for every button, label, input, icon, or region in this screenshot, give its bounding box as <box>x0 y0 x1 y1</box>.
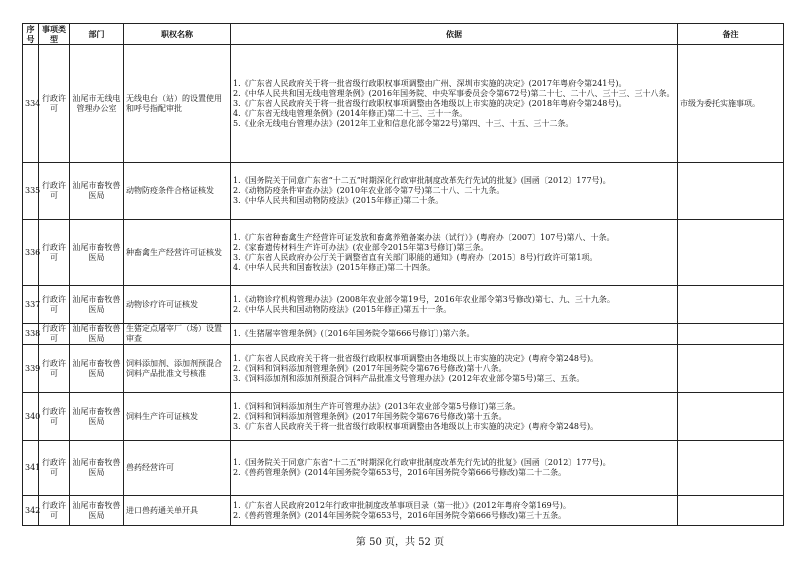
row-dept: 汕尾市畜牧兽医局 <box>70 496 124 526</box>
row-basis <box>231 496 678 526</box>
row-dept: 汕尾市畜牧兽医局 <box>70 324 124 345</box>
table-row <box>23 45 784 163</box>
basis-line: 2.《兽药管理条例》(2014年国务院令第653号，2016年国务院令第666号修改)第二十二条。 <box>233 468 567 477</box>
row-type: 行政许可 <box>39 45 70 163</box>
row-dept: 汕尾市畜牧兽医局 <box>70 286 124 324</box>
table-row <box>23 324 784 345</box>
row-name: 无线电台（站）的设置使用和呼号指配审批 <box>124 45 231 163</box>
row-dept: 汕尾市畜牧兽医局 <box>70 345 124 393</box>
basis-line: 4.《广东省无线电管理条例》(2014年修正)第二十三、三十一条。 <box>233 108 468 118</box>
row-note <box>678 441 784 496</box>
basis-line: 4.《中华人民共和国畜牧法》(2015年修正)第二十四条。 <box>233 262 436 272</box>
basis-line: 3.《饲料添加剂和添加剂预混合饲料产品批准文号管理办法》(2012年农业部令第5号)第三、五条。 <box>233 373 585 383</box>
basis-line: 2.《饲料和饲料添加剂管理条例》(2017年国务院令第676号修改)第十八条。 <box>233 363 507 373</box>
row-basis <box>231 286 678 324</box>
row-note <box>678 163 784 220</box>
header-basis: 依据 <box>231 24 678 45</box>
basis-line: 2.《饲料和饲料添加剂管理条例》(2017年国务院令第676号修改)第十五条。 <box>233 411 507 421</box>
basis-line: 3.《中华人民共和国动物防疫法》(2015年修正)第二十条。 <box>233 196 444 205</box>
header-seq: 序号 <box>23 24 39 45</box>
basis-line: 3.《广东省人民政府关于将一批省级行政职权事项调整由各地级以上市实施的决定》(2018年粤府令第248号)。 <box>233 98 627 108</box>
basis-line: 1.《广东省人民政府关于将一批省级行政职权事项调整由广州、深圳市实施的决定》(2017年粤府令第241号)。 <box>233 78 627 88</box>
basis-line: 2.《兽药管理条例》(2014年国务院令第653号，2016年国务院令第666号修改)第三十五条。 <box>233 510 567 520</box>
row-basis <box>231 345 678 393</box>
basis-line: 1.《广东省人民政府关于将一批省级行政职权事项调整由各地级以上市实施的决定》(粤府令第248号)。 <box>233 353 599 363</box>
table-row <box>23 393 784 441</box>
header-row <box>23 24 784 45</box>
basis-line: 1.《生猪屠宰管理条例》(〔2016年国务院令第666号修订〕)第六条。 <box>233 329 475 338</box>
basis-line: 2.《中华人民共和国无线电管理条例》(2016年国务院、中央军事委员会令第672号)第二十七、二十八、三十三、三十八条。 <box>233 88 675 98</box>
basis-line: 5.《业余无线电台管理办法》(2012年工业和信息化部令第22号)第四、十三、十五、三十二条。 <box>233 118 574 128</box>
row-type: 行政许可 <box>39 163 70 220</box>
row-seq: 339 <box>23 345 39 393</box>
basis-line: 1.《动物诊疗机构管理办法》(2008年农业部令第19号，2016年农业部令第3号修改)第七、九、三十九条。 <box>233 294 615 304</box>
row-type: 行政许可 <box>39 324 70 345</box>
row-type: 行政许可 <box>39 393 70 441</box>
row-note <box>678 496 784 526</box>
row-dept: 汕尾市畜牧兽医局 <box>70 163 124 220</box>
row-name: 饲料生产许可证核发 <box>124 393 231 441</box>
basis-line: 1.《国务院关于同意广东省“十二五”时期深化行政审批制度改革先行先试的批复》(国函〔2012〕177号)。 <box>233 458 611 467</box>
basis-line: 1.《广东省人民政府2012年行政审批制度改革事项目录（第一批）》(2012年粤府令第169号)。 <box>233 500 571 510</box>
table-row <box>23 220 784 286</box>
row-dept: 汕尾市畜牧兽医局 <box>70 393 124 441</box>
row-name: 种畜禽生产经营许可证核发 <box>124 220 231 286</box>
basis-line: 1.《饲料和饲料添加剂生产许可管理办法》(2013年农业部令第5号修订)第三条。 <box>233 401 521 411</box>
row-name: 动物诊疗许可证核发 <box>124 286 231 324</box>
row-note <box>678 220 784 286</box>
row-seq: 340 <box>23 393 39 441</box>
row-note <box>678 393 784 441</box>
header-note: 备注 <box>678 24 784 45</box>
row-basis <box>231 324 678 345</box>
row-seq: 337 <box>23 286 39 324</box>
row-type: 行政许可 <box>39 345 70 393</box>
row-dept: 汕尾市畜牧兽医局 <box>70 441 124 496</box>
basis-line: 3.《广东省人民政府关于将一批省级行政职权事项调整由各地级以上市实施的决定》(粤府令第248号)。 <box>233 421 599 431</box>
header-name: 职权名称 <box>124 24 231 45</box>
row-name: 生猪定点屠宰厂（场）设置审查 <box>124 324 231 345</box>
row-note <box>678 286 784 324</box>
table-row <box>23 441 784 496</box>
basis-line: 3.《广东省人民政府办公厅关于调整省直有关部门职能的通知》(粤府办〔2015〕8号)行政许可第1项。 <box>233 252 598 262</box>
row-type: 行政许可 <box>39 496 70 526</box>
row-basis <box>231 393 678 441</box>
page-footer: 第 50 页，共 52 页 <box>355 537 445 548</box>
table-row <box>23 286 784 324</box>
row-dept: 汕尾市畜牧兽医局 <box>70 220 124 286</box>
row-type: 行政许可 <box>39 220 70 286</box>
row-name: 兽药经营许可 <box>124 441 231 496</box>
table-row <box>23 345 784 393</box>
table-row <box>23 163 784 220</box>
row-note: 市级为委托实施事项。 <box>678 45 784 163</box>
table-row <box>23 496 784 526</box>
row-basis <box>231 441 678 496</box>
row-dept: 汕尾市无线电管理办公室 <box>70 45 124 163</box>
basis-line: 1.《广东省种畜禽生产经营许可证发放和畜禽养殖备案办法（试行）》(粤府办〔2007〕107号)第八、十条。 <box>233 232 615 242</box>
row-note <box>678 324 784 345</box>
row-basis <box>231 163 678 220</box>
row-seq: 341 <box>23 441 39 496</box>
table-body <box>23 45 784 526</box>
row-name: 饲料添加剂、添加剂预混合饲料产品批准文号核准 <box>124 345 231 393</box>
row-basis <box>231 45 678 163</box>
header-dept: 部门 <box>70 24 124 45</box>
header-type: 事项类型 <box>39 24 70 45</box>
row-seq: 334 <box>23 45 39 163</box>
row-seq: 342 <box>23 496 39 526</box>
row-note <box>678 345 784 393</box>
row-name: 动物防疫条件合格证核发 <box>124 163 231 220</box>
row-basis <box>231 220 678 286</box>
basis-line: 2.《中华人民共和国动物防疫法》(2015年修正)第五十一条。 <box>233 304 452 314</box>
authority-table <box>22 23 784 526</box>
row-seq: 335 <box>23 163 39 220</box>
row-name: 进口兽药通关单开具 <box>124 496 231 526</box>
row-type: 行政许可 <box>39 441 70 496</box>
row-type: 行政许可 <box>39 286 70 324</box>
row-seq: 336 <box>23 220 39 286</box>
basis-line: 2.《动物防疫条件审查办法》(2010年农业部令第7号)第二十八、二十九条。 <box>233 186 505 195</box>
basis-line: 1.《国务院关于同意广东省“十二五”时期深化行政审批制度改革先行先试的批复》(国函〔2012〕177号)。 <box>233 176 611 185</box>
row-seq: 338 <box>23 324 39 345</box>
basis-line: 2.《家畜遗传材料生产许可办法》(农业部令2015年第3号修订)第三条。 <box>233 242 489 252</box>
